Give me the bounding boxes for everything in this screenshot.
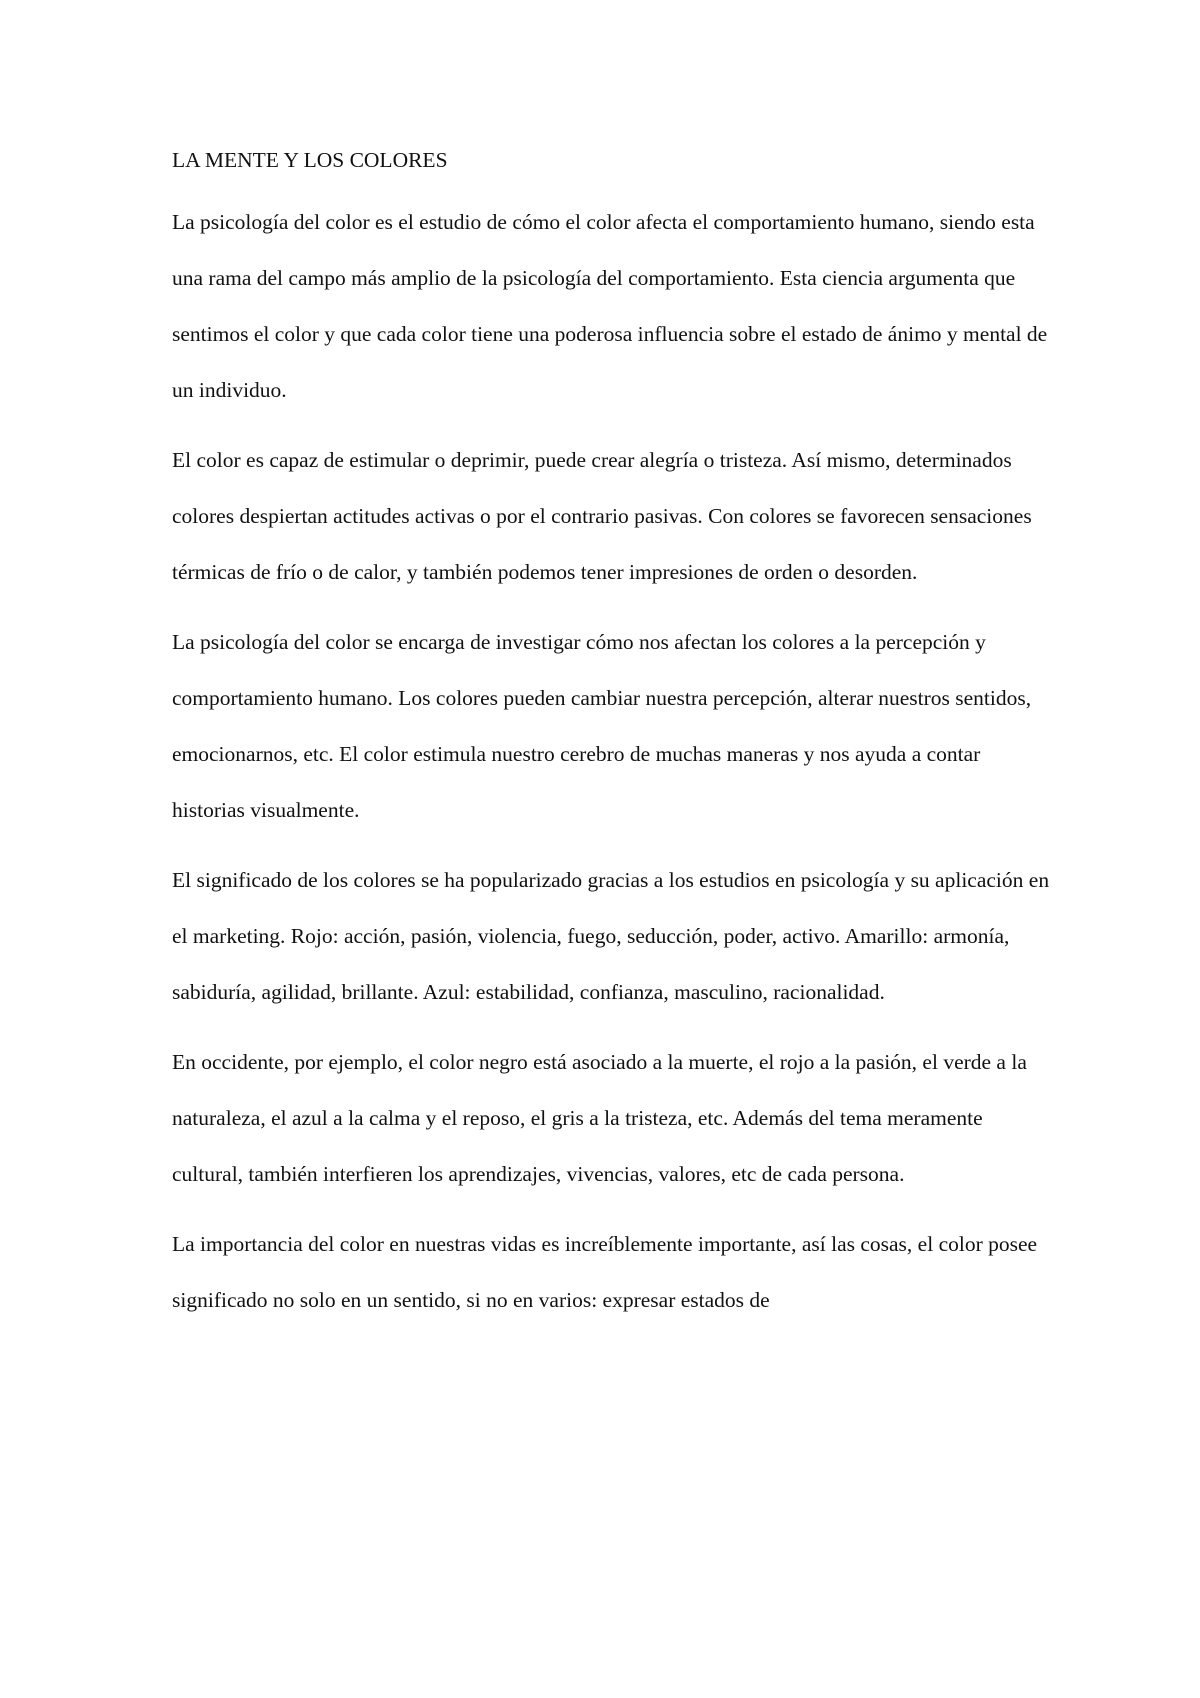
paragraph-3: La psicología del color se encarga de investigar cómo nos afectan los colores a la percepción y comportamiento humano. Los colores pueden cambiar nuestra percepción, alterar nuestros sentidos, emocionarnos, etc. El color estimula nuestro cerebro de muchas maneras y nos ayuda a contar historias visualmente. <box>172 630 1032 822</box>
paragraph-6: La importancia del color en nuestras vidas es increíblemente importante, así las cosas, el color posee significado no solo en un sentido, si no en varios: expresar estados de <box>172 1232 1038 1312</box>
paragraph-5: En occidente, por ejemplo, el color negro está asociado a la muerte, el rojo a la pasión, el verde a la naturaleza, el azul a la calma y el reposo, el gris a la tristeza, etc. Además del tema meramente cultural, también interfieren los aprendizajes, vivencias, valores, etc de cada persona. <box>172 1050 1027 1186</box>
paragraph-1: La psicología del color es el estudio de cómo el color afecta el comportamiento humano, siendo esta una rama del campo más amplio de la psicología del comportamiento. Esta ciencia argumenta que sentimos el color y que cada color tiene una poderosa influencia sobre el estado de ánimo y mental de un individuo. <box>172 210 1048 402</box>
document-title: LA MENTE Y LOS COLORES <box>172 148 448 172</box>
paragraph-2: El color es capaz de estimular o deprimir, puede crear alegría o tristeza. Así mismo, determinados colores despiertan actitudes activas o por el contrario pasivas. Con colores se favorecen sensaciones térmicas de frío o de calor, y también podemos tener impresiones de orden o desorden. <box>172 448 1032 584</box>
paragraph-4: El significado de los colores se ha popularizado gracias a los estudios en psicología y su aplicación en el marketing. Rojo: acción, pasión, violencia, fuego, seducción, poder, activo. Amarillo: armonía, sabiduría, agilidad, brillante. Azul: estabilidad, confianza, masculino, racionalidad. <box>172 868 1050 1004</box>
document-body <box>172 140 1052 1342</box>
